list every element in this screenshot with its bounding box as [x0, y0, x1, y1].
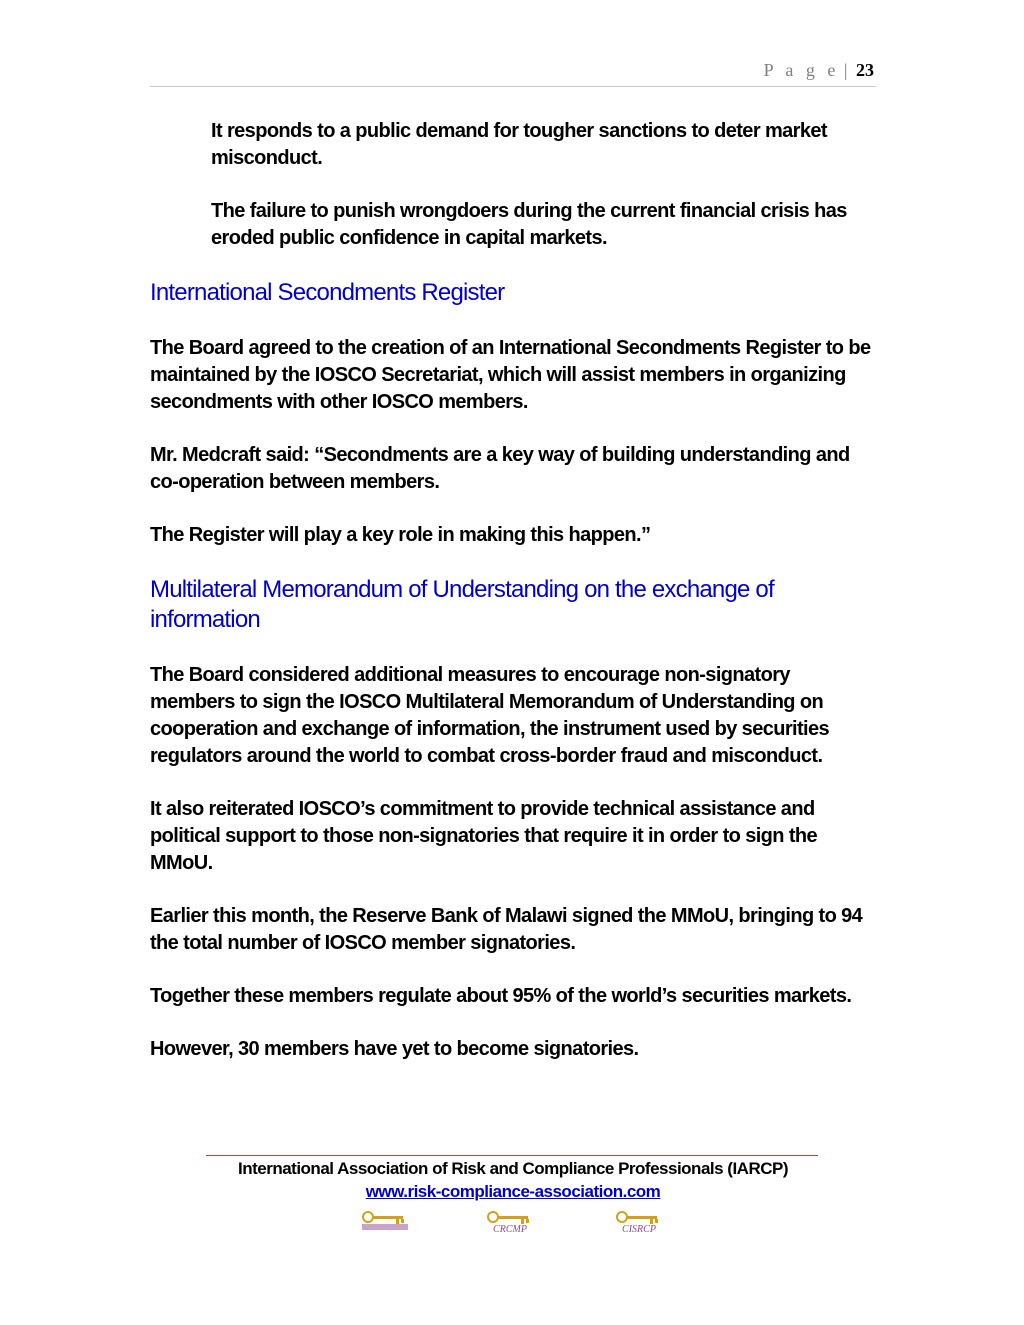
- paragraph-sanctions: It responds to a public demand for tougher sanctions to deter market misconduct.: [211, 120, 827, 169]
- page-number: 23: [856, 60, 874, 80]
- member-key-logo: [360, 1210, 410, 1238]
- heading-secondments-register: International Secondments Register: [150, 279, 505, 306]
- page-number-block: [764, 60, 874, 81]
- paragraph-95-percent: Together these members regulate about 95% of the world’s securities markets.: [150, 985, 852, 1007]
- paragraph-register-role: The Register will play a key role in making this happen.”: [150, 524, 651, 546]
- footer-logos: [0, 1210, 1024, 1240]
- footer-divider: [206, 1155, 818, 1156]
- page-separator: |: [843, 60, 848, 80]
- cisrcp-caption: CISRCP: [622, 1224, 656, 1235]
- crcmp-caption: CRCMP: [493, 1224, 527, 1235]
- page-label: P a g e: [763, 60, 840, 80]
- footer-website-link[interactable]: www.risk-compliance-association.com: [365, 1182, 661, 1201]
- paragraph-board-agreed: The Board agreed to the creation of an International Secondments Register to be maintained by the IOSCO Secretariat, which will assist members in organizing secondments with other IOSCO members.: [150, 337, 871, 413]
- crcmp-key-logo: [485, 1210, 535, 1238]
- paragraph-board-considered: The Board considered additional measures to encourage non-signatory members to sign the IOSCO Multilateral Memorandum of Understanding on cooperation and exchange of information, the instrument used by securities regulators around the world to combat cross-border fraud and misconduct.: [150, 664, 830, 767]
- heading-mmou: Multilateral Memorandum of Understanding on the exchange of information: [150, 576, 774, 633]
- footer: [150, 1157, 876, 1203]
- cisrcp-key-logo: [614, 1210, 664, 1238]
- document-body: [150, 118, 876, 1089]
- paragraph-medcraft-quote: Mr. Medcraft said: “Secondments are a key way of building understanding and co-operation between members.: [150, 444, 850, 493]
- paragraph-failure: The failure to punish wrongdoers during the current financial crisis has eroded public confidence in capital markets.: [211, 200, 847, 249]
- paragraph-reiterated: It also reiterated IOSCO’s commitment to provide technical assistance and political support to those non-signatories that require it in order to sign the MMoU.: [150, 798, 818, 874]
- paragraph-30-members: However, 30 members have yet to become signatories.: [150, 1038, 639, 1060]
- paragraph-malawi: Earlier this month, the Reserve Bank of Malawi signed the MMoU, bringing to 94 the total number of IOSCO member signatories.: [150, 905, 863, 954]
- footer-organization: International Association of Risk and Compliance Professionals (IARCP): [237, 1159, 789, 1178]
- page-header: [150, 60, 876, 87]
